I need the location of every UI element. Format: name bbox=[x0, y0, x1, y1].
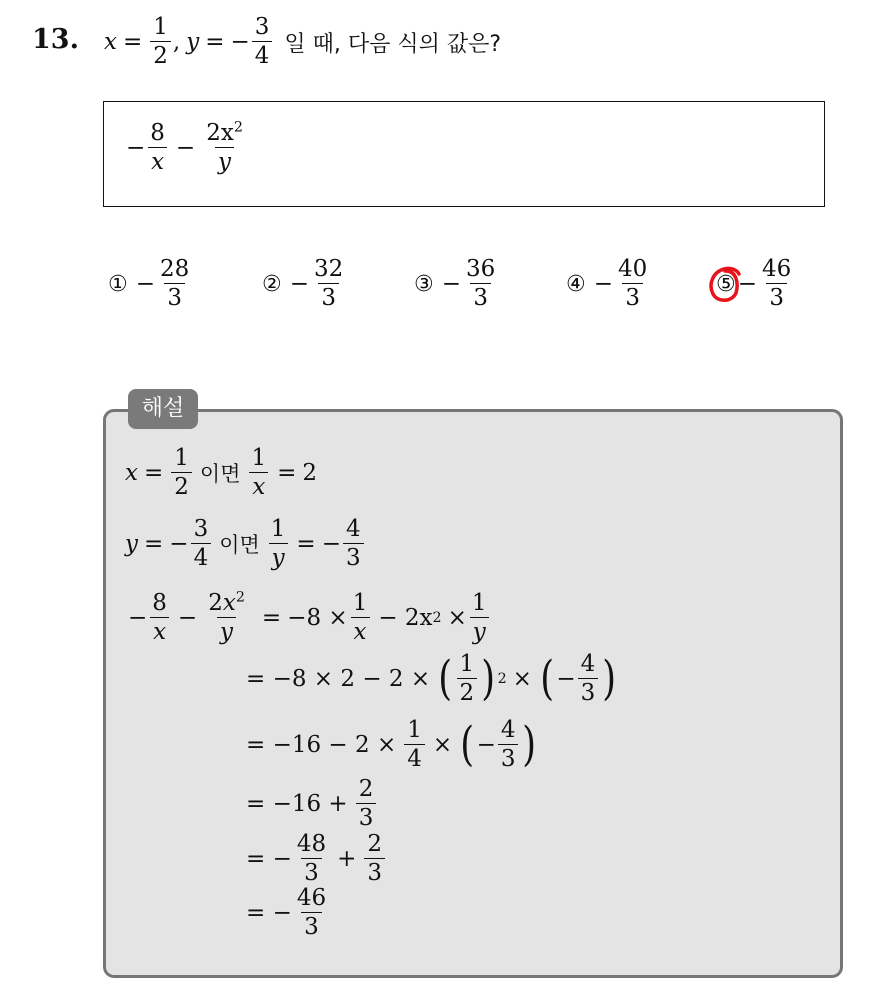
expression-box bbox=[103, 101, 825, 207]
choice-marker: ⑤ bbox=[716, 271, 736, 297]
solution-label: 해설 bbox=[128, 389, 198, 429]
choice-marker: ③ bbox=[414, 271, 434, 297]
y-value-fraction: $\frac{3}{4}$ bbox=[252, 16, 273, 68]
choice-marker: ② bbox=[262, 271, 282, 297]
question-text: 일 때, 다음 식의 값은? bbox=[284, 31, 502, 57]
answer-circle-mark-icon bbox=[706, 263, 744, 305]
choice-marker: ④ bbox=[566, 271, 586, 297]
solution-line-5: = −16 − 2 × $\frac{1}{4}$ × ( − $\frac{4}{3}$ ) bbox=[246, 717, 537, 773]
question-number: 13. bbox=[32, 24, 79, 55]
solution-line-8: = − $\frac{46}{3}$ bbox=[246, 885, 327, 940]
var-x: x bbox=[104, 29, 117, 55]
expr-term2: $\frac{2x^2}{y}$ bbox=[206, 119, 243, 175]
choice-3[interactable]: ③ − $\frac{36}{3}$ bbox=[414, 256, 496, 311]
solution-line-3: − $\frac{8}{x}$ − $\frac{2x^2}{y}$ = −8 × $\frac{1}{x}$ − 2x 2 × $\frac{1}{y}$ bbox=[128, 592, 492, 644]
choice-2[interactable]: ② − $\frac{32}{3}$ bbox=[262, 256, 344, 311]
solution-line-2: y = − $\frac{3}{4}$ 이면 $\frac{1}{y}$ = − $\frac{4}{3}$ bbox=[125, 518, 366, 570]
choice-5[interactable]: ⑤ − $\frac{46}{3}$ bbox=[716, 258, 796, 310]
solution-line-6: = −16 + $\frac{2}{3}$ bbox=[246, 778, 378, 830]
x-value-fraction: $\frac{1}{2}$ bbox=[150, 16, 171, 68]
var-y: y bbox=[186, 29, 200, 55]
question-prompt: x = $\frac{1}{2}$ , y = − $\frac{3}{4}$ 일 때, 다음 식의 값은? bbox=[104, 14, 502, 69]
solution-line-1: x = $\frac{1}{2}$ 이면 $\frac{1}{x}$ = 2 bbox=[125, 445, 318, 500]
choice-4[interactable]: ④ − $\frac{40}{3}$ bbox=[566, 256, 648, 311]
expr-term1: $\frac{8}{x}$ bbox=[147, 122, 168, 174]
choice-1[interactable]: ① − $\frac{28}{3}$ bbox=[108, 256, 190, 311]
choice-marker: ① bbox=[108, 271, 128, 297]
solution-line-7: = − $\frac{48}{3}$ + $\frac{2}{3}$ bbox=[246, 833, 387, 885]
solution-line-4: = −8 × 2 − 2 × ( $\frac{1}{2}$ ) 2 × ( − $\frac{4}{3}$ ) bbox=[246, 651, 617, 707]
expression: − $\frac{8}{x}$ − $\frac{2x^2}{y}$ bbox=[126, 122, 248, 174]
